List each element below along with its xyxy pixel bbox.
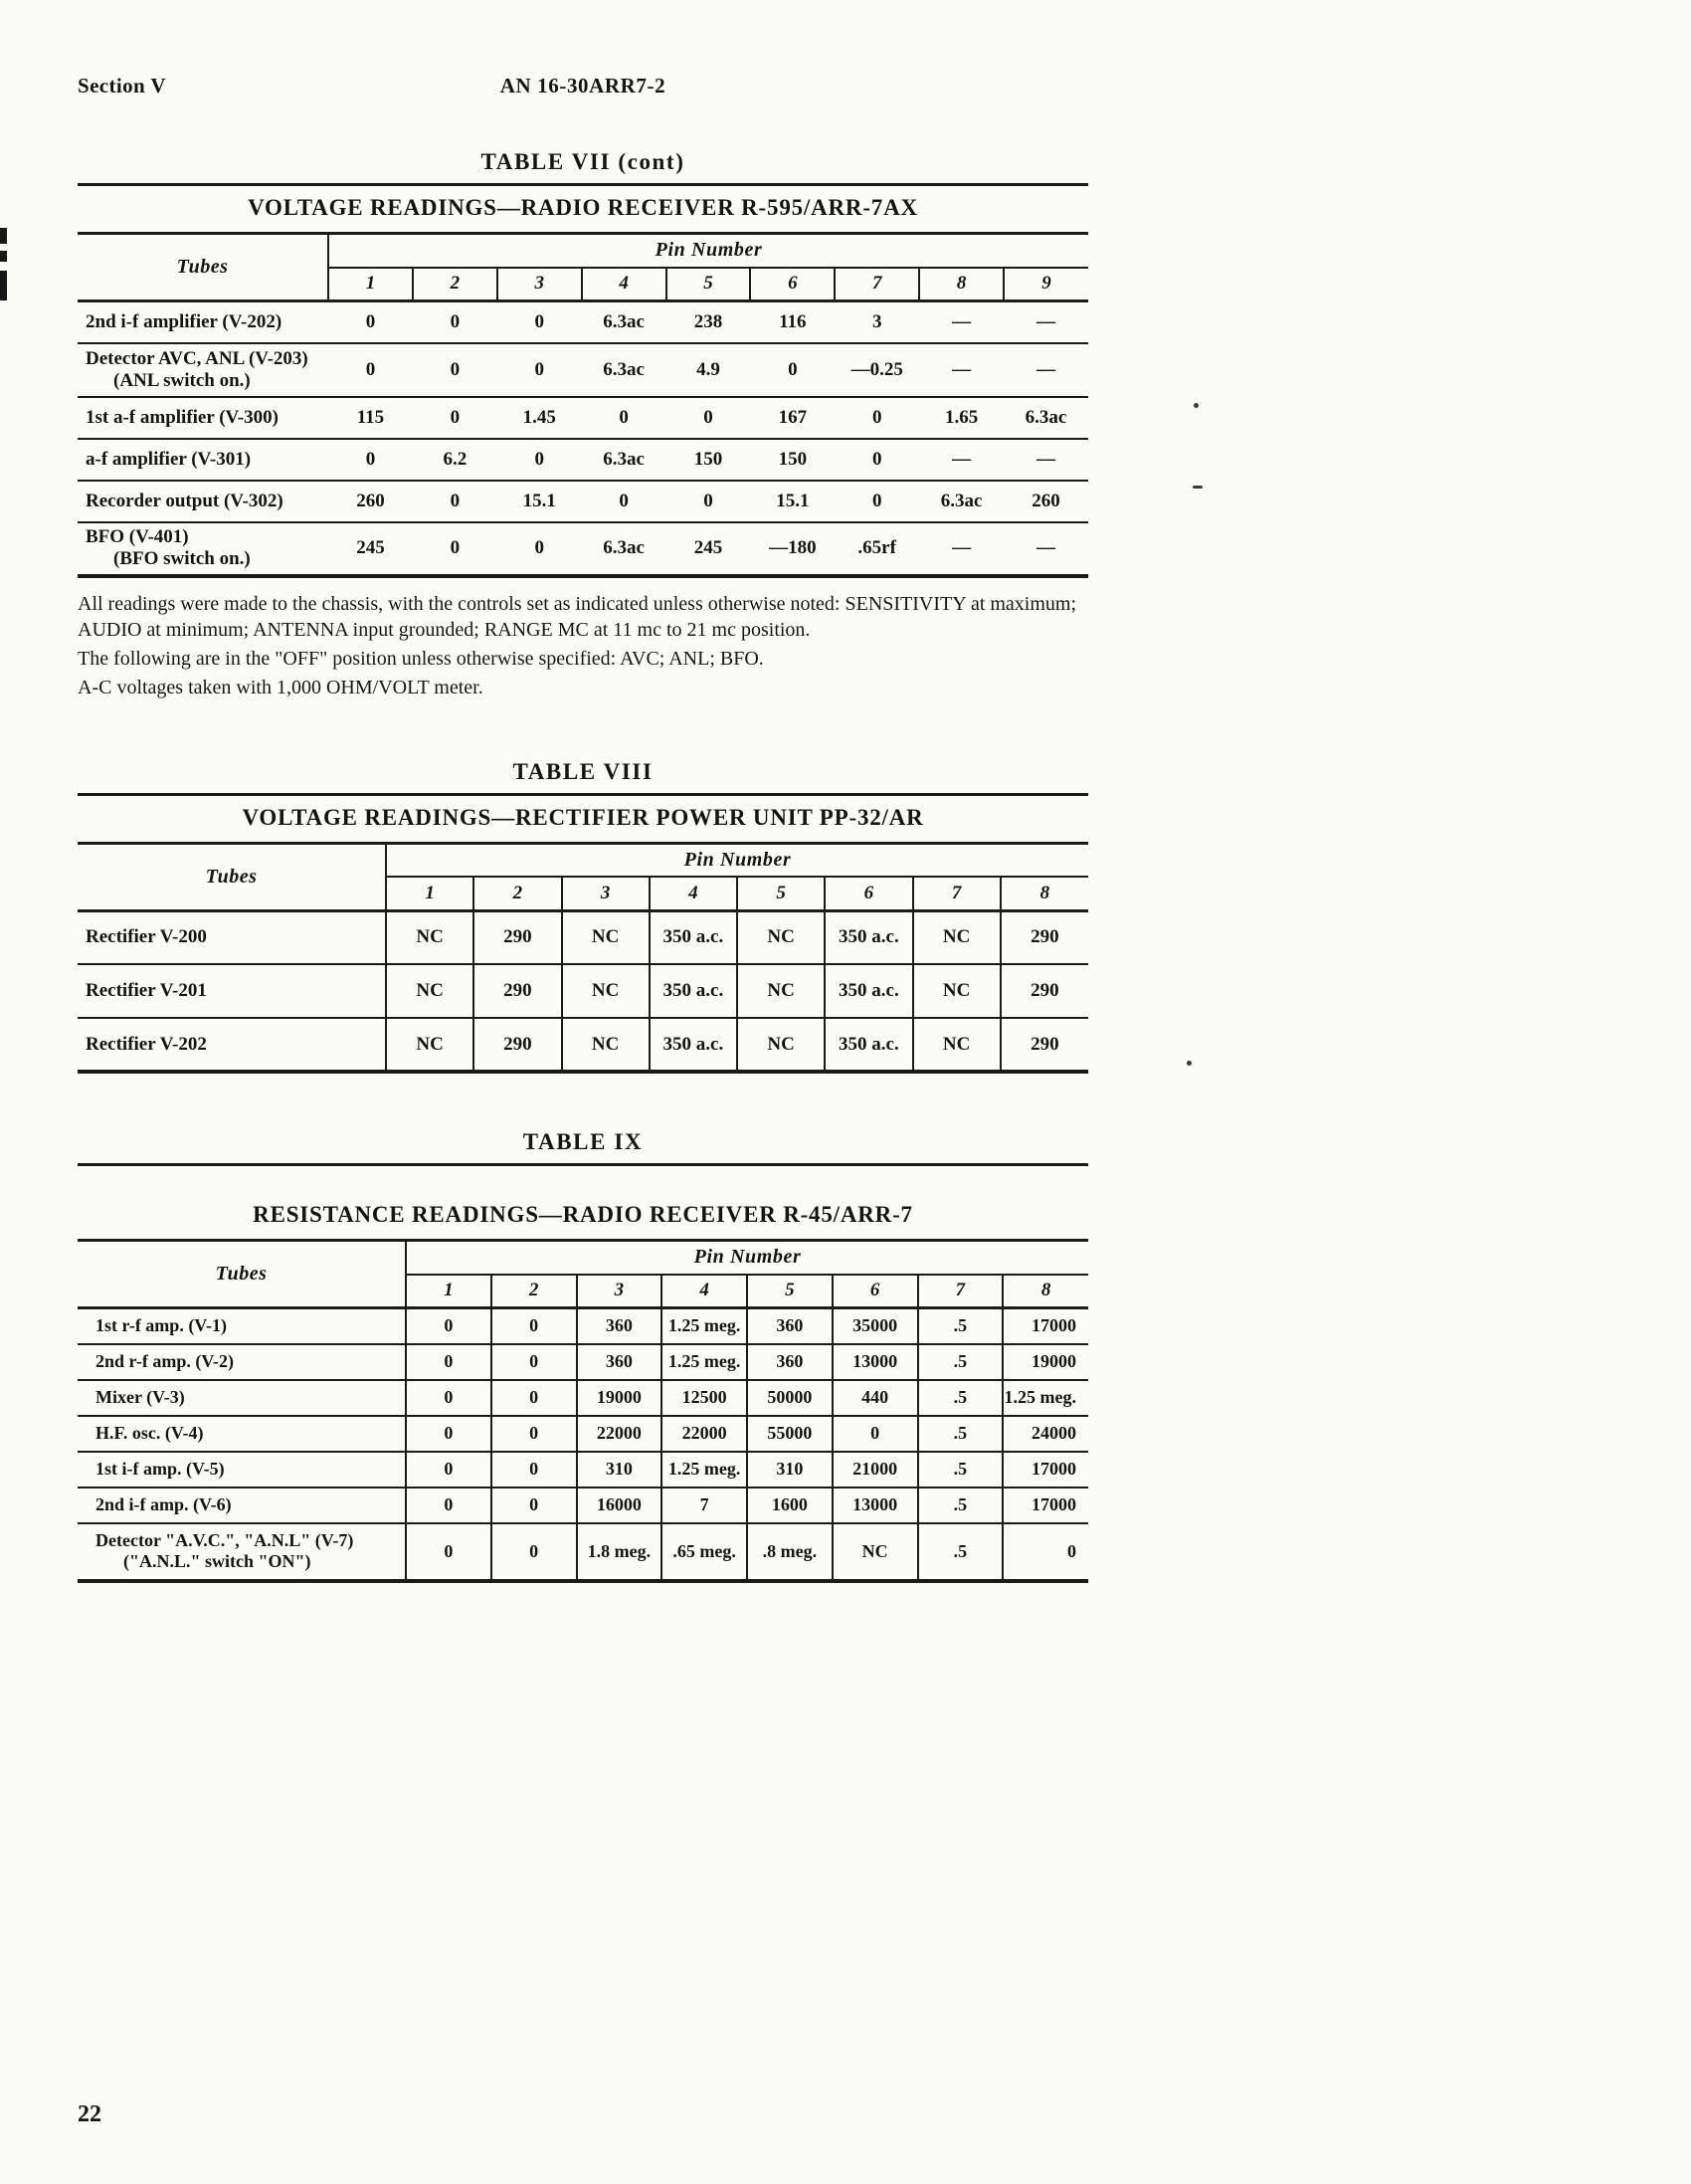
pin-value-cell: 6.2 [413, 439, 497, 481]
pin-value-cell: 0 [413, 481, 497, 522]
pin-value-cell: 0 [406, 1488, 491, 1523]
pin-number-header: Pin Number [328, 234, 1088, 268]
pin-number: 4 [661, 1275, 747, 1308]
pin-value-cell: 238 [666, 301, 751, 343]
pin-value-cell: 0 [835, 397, 919, 439]
pin-value-cell: 0 [406, 1380, 491, 1416]
pin-value-cell: 6.3ac [582, 301, 666, 343]
pin-value-cell: 260 [1004, 481, 1088, 522]
tube-name: H.F. osc. (V-4) [95, 1423, 204, 1444]
page-content [78, 0, 1088, 1583]
pin-value-cell: 1.25 meg. [1003, 1380, 1088, 1416]
tube-name-cell [78, 1452, 406, 1488]
note-line: The following are in the "OFF" position unless otherwise specified: AVC; ANL; BFO. [78, 648, 764, 671]
pin-value-cell: 1.25 meg. [661, 1344, 747, 1380]
table-row [78, 1523, 1088, 1581]
pin-value-cell: 0 [406, 1523, 491, 1581]
table-row [78, 397, 1088, 439]
pin-number: 2 [473, 877, 561, 910]
pin-value-cell: 0 [406, 1452, 491, 1488]
pin-value-cell: — [1004, 343, 1088, 397]
pin-value-cell: 440 [833, 1380, 918, 1416]
pin-number: 8 [1001, 877, 1088, 910]
pin-value-cell: 0 [406, 1344, 491, 1380]
tube-name-cell [78, 397, 328, 439]
pin-value-cell: —0.25 [835, 343, 919, 397]
pin-number: 2 [413, 268, 497, 301]
pin-value-cell: 15.1 [750, 481, 835, 522]
tube-name: 1st i-f amp. (V-5) [95, 1459, 225, 1480]
pin-value-cell: NC [737, 1018, 825, 1072]
pin-value-cell: 0 [497, 301, 582, 343]
pin-number: 5 [737, 877, 825, 910]
table-row [78, 343, 1088, 397]
pin-number: 5 [666, 268, 751, 301]
pin-value-cell: .8 meg. [747, 1523, 833, 1581]
pin-value-cell: NC [386, 964, 473, 1018]
pin-value-cell: 12500 [661, 1380, 747, 1416]
pin-value-cell: .5 [918, 1380, 1004, 1416]
pin-value-cell: 1.25 meg. [661, 1308, 747, 1344]
pin-value-cell: 0 [491, 1344, 577, 1380]
tubes-column-header: Tubes [78, 1241, 406, 1308]
pin-number: 4 [650, 877, 737, 910]
tube-name-cell [78, 1523, 406, 1581]
pin-value-cell: NC [913, 964, 1001, 1018]
pin-number-header: Pin Number [386, 843, 1088, 877]
pin-value-cell: 1.25 meg. [661, 1452, 747, 1488]
pin-value-cell: 0 [750, 343, 835, 397]
pin-value-cell: .5 [918, 1452, 1004, 1488]
pin-value-cell: 290 [1031, 1033, 1059, 1055]
tube-name-cell [78, 964, 386, 1018]
table-row [78, 439, 1088, 481]
pin-value-cell: 13000 [833, 1488, 918, 1523]
pin-value-cell: 245 [693, 537, 723, 558]
table-row [78, 1416, 1088, 1452]
page-header [78, 0, 1088, 103]
table-row [78, 1452, 1088, 1488]
tube-name-cell [78, 1344, 406, 1380]
pin-value-cell: NC [386, 1018, 473, 1072]
pin-value-cell: .5 [918, 1523, 1004, 1581]
pin-number: 6 [833, 1275, 918, 1308]
table-ix-section [78, 1129, 1088, 1583]
table-subtitle: VOLTAGE READINGS—RADIO RECEIVER R-595/ARR-7AX [248, 195, 918, 220]
tube-name: Rectifier V-202 [86, 1033, 207, 1055]
pin-value-cell: 1600 [747, 1488, 833, 1523]
pin-value-cell: 360 [577, 1344, 662, 1380]
pin-number: 6 [750, 268, 835, 301]
pin-value-cell: 17000 [1003, 1452, 1088, 1488]
pin-value-cell: 35000 [833, 1308, 918, 1344]
pin-number: 4 [582, 268, 666, 301]
pin-value-cell: 0 [413, 343, 497, 397]
pin-value-cell: — [919, 343, 1004, 397]
tube-name-detail: ("A.N.L." switch "ON") [123, 1551, 311, 1572]
pin-value-cell: 19000 [1003, 1344, 1088, 1380]
table-title: TABLE IX [522, 1129, 644, 1155]
pin-value-cell: 290 [473, 964, 561, 1018]
tube-name-cell [78, 481, 328, 522]
pin-value-cell: NC [562, 964, 650, 1018]
table-title: TABLE VII (cont) [480, 149, 685, 174]
pin-number: 9 [1004, 268, 1088, 301]
doc-number: AN 16-30ARR7-2 [499, 74, 666, 98]
pin-value-cell: 3 [835, 301, 919, 343]
tube-name-cell [78, 1308, 406, 1344]
pin-number: 7 [835, 268, 919, 301]
tubes-column-header: Tubes [78, 234, 328, 301]
scan-speck [1194, 403, 1199, 408]
tube-name: 2nd i-f amp. (V-6) [95, 1494, 232, 1515]
pin-value-cell: 245 [356, 537, 385, 558]
pin-number: 7 [918, 1275, 1004, 1308]
tube-name: BFO (V-401) [86, 526, 189, 547]
pin-value-cell: — [1004, 439, 1088, 481]
table-viii-section [78, 759, 1088, 1075]
pin-value-cell: .5 [918, 1344, 1004, 1380]
pin-value-cell: 260 [328, 481, 413, 522]
pin-value-cell: NC [737, 910, 825, 964]
pin-number: 1 [328, 268, 413, 301]
pin-value-cell: 290 [473, 910, 561, 964]
pin-value-cell: .65rf [857, 537, 896, 558]
pin-value-cell: 350 a.c. [825, 910, 912, 964]
tube-name: a-f amplifier (V-301) [86, 448, 252, 470]
pin-value-cell: 350 a.c. [825, 1018, 912, 1072]
tube-name: 1st a-f amplifier (V-300) [86, 406, 279, 428]
table-row [78, 481, 1088, 522]
pin-value-cell: 350 a.c. [650, 1018, 737, 1072]
pin-value-cell: NC [562, 1018, 650, 1072]
pin-value-cell: 0 [328, 301, 413, 343]
pin-number: 8 [1003, 1275, 1088, 1308]
pin-value-cell: 0 [328, 439, 413, 481]
pin-value-cell: 0 [582, 481, 666, 522]
pin-value-cell: NC [913, 1018, 1001, 1072]
table-row [78, 1018, 1088, 1072]
pin-value-cell: NC [833, 1523, 918, 1581]
tubes-column-header: Tubes [78, 843, 386, 910]
pin-value-cell: — [1004, 301, 1088, 343]
pin-value-cell: 15.1 [497, 481, 582, 522]
pin-value-cell: NC [562, 910, 650, 964]
voltage-table-pp32 [78, 842, 1088, 1075]
pin-value-cell: 13000 [833, 1344, 918, 1380]
tube-name: Detector AVC, ANL (V-203) [86, 347, 308, 369]
pin-number: 7 [913, 877, 1001, 910]
pin-number: 1 [406, 1275, 491, 1308]
scan-artifact [0, 251, 7, 262]
pin-value-cell: .5 [918, 1488, 1004, 1523]
pin-number: 6 [825, 877, 912, 910]
pin-value-cell: 17000 [1003, 1488, 1088, 1523]
table-row [78, 1488, 1088, 1523]
pin-number: 2 [491, 1275, 577, 1308]
pin-value-cell: 0 [491, 1488, 577, 1523]
scan-artifact [0, 228, 7, 244]
pin-value-cell: .5 [918, 1416, 1004, 1452]
table-row [78, 910, 1088, 964]
table-notes [78, 591, 1088, 701]
pin-number: 3 [497, 268, 582, 301]
pin-value-cell: 22000 [661, 1416, 747, 1452]
tube-name-cell [78, 1416, 406, 1452]
pin-value-cell: 310 [747, 1452, 833, 1488]
pin-value-cell: 0 [534, 537, 544, 558]
pin-value-cell: 0 [491, 1416, 577, 1452]
pin-value-cell: 6.3ac [582, 439, 666, 481]
tube-name-cell [78, 1380, 406, 1416]
pin-value-cell: 6.3ac [1004, 397, 1088, 439]
pin-value-cell: 0 [497, 439, 582, 481]
tube-name-cell [78, 343, 328, 397]
resistance-table-r45 [78, 1239, 1088, 1583]
pin-value-cell: 1.8 meg. [577, 1523, 662, 1581]
pin-number: 1 [386, 877, 473, 910]
pin-value-cell: 0 [491, 1523, 577, 1581]
pin-value-cell: 0 [666, 397, 751, 439]
pin-value-cell: 290 [1001, 910, 1088, 964]
pin-value-cell: 24000 [1003, 1416, 1088, 1452]
pin-value-cell: 7 [661, 1488, 747, 1523]
pin-value-cell: 0 [835, 481, 919, 522]
table-row [78, 301, 1088, 343]
section-label: Section V [78, 74, 166, 98]
table-vii-section [78, 149, 1088, 701]
pin-value-cell: 290 [1001, 964, 1088, 1018]
pin-value-cell: — [1036, 537, 1055, 558]
pin-value-cell: 350 a.c. [825, 964, 912, 1018]
pin-value-cell: 50000 [747, 1380, 833, 1416]
table-row [78, 1344, 1088, 1380]
table-row [78, 964, 1088, 1018]
pin-value-cell: — [919, 301, 1004, 343]
pin-value-cell: 0 [491, 1452, 577, 1488]
pin-value-cell: 0 [835, 439, 919, 481]
pin-value-cell: 360 [577, 1308, 662, 1344]
pin-value-cell: 290 [473, 1018, 561, 1072]
pin-value-cell: 1.45 [497, 397, 582, 439]
pin-value-cell: 116 [750, 301, 835, 343]
tube-name-cell [78, 522, 328, 576]
pin-value-cell: — [919, 439, 1004, 481]
pin-value-cell: 0 [833, 1416, 918, 1452]
pin-value-cell: 0 [406, 1416, 491, 1452]
pin-value-cell: 16000 [577, 1488, 662, 1523]
tube-name-detail: (BFO switch on.) [113, 548, 251, 569]
pin-value-cell: 0 [413, 301, 497, 343]
pin-value-cell: 22000 [577, 1416, 662, 1452]
pin-value-cell: 0 [413, 397, 497, 439]
tube-name-cell [78, 439, 328, 481]
pin-value-cell: 350 a.c. [650, 964, 737, 1018]
pin-value-cell: 360 [747, 1344, 833, 1380]
pin-value-cell: 310 [577, 1452, 662, 1488]
table-subtitle: RESISTANCE READINGS—RADIO RECEIVER R-45/ARR-7 [253, 1202, 913, 1228]
pin-number: 5 [747, 1275, 833, 1308]
pin-value-cell: 0 [1067, 1540, 1076, 1561]
pin-value-cell: 167 [750, 397, 835, 439]
table-row [78, 1308, 1088, 1344]
pin-value-cell: NC [386, 910, 473, 964]
tube-name: 2nd i-f amplifier (V-202) [86, 310, 282, 332]
tube-name-cell [78, 1488, 406, 1523]
tube-name: 2nd r-f amp. (V-2) [95, 1351, 234, 1372]
scan-speck [1193, 486, 1203, 489]
table-title: TABLE VIII [512, 758, 654, 784]
table-row [78, 1380, 1088, 1416]
pin-value-cell: NC [913, 910, 1001, 964]
pin-value-cell: 1.65 [919, 397, 1004, 439]
scan-speck [1187, 1061, 1192, 1066]
scan-artifact [0, 271, 7, 300]
tube-name: Rectifier V-201 [86, 980, 207, 1002]
pin-value-cell: 350 a.c. [650, 910, 737, 964]
pin-value-cell: 55000 [747, 1416, 833, 1452]
pin-value-cell: 0 [497, 343, 582, 397]
pin-value-cell: NC [737, 964, 825, 1018]
tube-name: 1st r-f amp. (V-1) [95, 1315, 227, 1336]
table-subtitle: VOLTAGE READINGS—RECTIFIER POWER UNIT PP-32/AR [242, 804, 924, 830]
note-line: All readings were made to the chassis, with the controls set as indicated unless otherwise noted: SENSITIVITY at maximum; AUDIO at minimum; ANTENNA input grounded; RANGE MC at 11 mc to 21 mc position. [78, 592, 1077, 642]
pin-value-cell: 6.3ac [919, 481, 1004, 522]
pin-value-cell: 17000 [1003, 1308, 1088, 1344]
pin-value-cell: 21000 [833, 1452, 918, 1488]
pin-value-cell: —180 [769, 537, 817, 558]
tube-name-cell [78, 301, 328, 343]
tube-name: Mixer (V-3) [95, 1387, 185, 1408]
pin-value-cell: — [952, 537, 972, 558]
pin-value-cell: 0 [406, 1308, 491, 1344]
pin-value-cell: 0 [666, 481, 751, 522]
tube-name: Detector "A.V.C.", "A.N.L" (V-7) [95, 1530, 354, 1551]
pin-number: 8 [919, 268, 1004, 301]
page-number: 22 [78, 2101, 101, 2127]
voltage-table-r595 [78, 232, 1088, 578]
pin-value-cell: 0 [491, 1308, 577, 1344]
pin-number-header: Pin Number [406, 1241, 1088, 1275]
pin-value-cell: 0 [582, 397, 666, 439]
pin-value-cell: 0 [328, 343, 413, 397]
pin-value-cell: 0 [450, 537, 461, 558]
pin-value-cell: 150 [666, 439, 751, 481]
pin-value-cell: 19000 [577, 1380, 662, 1416]
pin-number: 3 [562, 877, 650, 910]
pin-value-cell: 115 [328, 397, 413, 439]
tube-name-cell [78, 910, 386, 964]
pin-value-cell: .5 [918, 1308, 1004, 1344]
table-row [78, 522, 1088, 576]
pin-value-cell: 4.9 [666, 343, 751, 397]
tube-name-cell [78, 1018, 386, 1072]
pin-value-cell: 360 [747, 1308, 833, 1344]
pin-value-cell: 150 [750, 439, 835, 481]
pin-value-cell: 6.3ac [603, 537, 645, 558]
tube-name-detail: (ANL switch on.) [113, 369, 251, 391]
tube-name: Recorder output (V-302) [86, 490, 283, 511]
pin-value-cell: .65 meg. [661, 1523, 747, 1581]
pin-value-cell: 6.3ac [582, 343, 666, 397]
note-line: A-C voltages taken with 1,000 OHM/VOLT meter. [78, 676, 483, 698]
pin-value-cell: 0 [491, 1380, 577, 1416]
tube-name: Rectifier V-200 [86, 926, 207, 948]
pin-number: 3 [577, 1275, 662, 1308]
